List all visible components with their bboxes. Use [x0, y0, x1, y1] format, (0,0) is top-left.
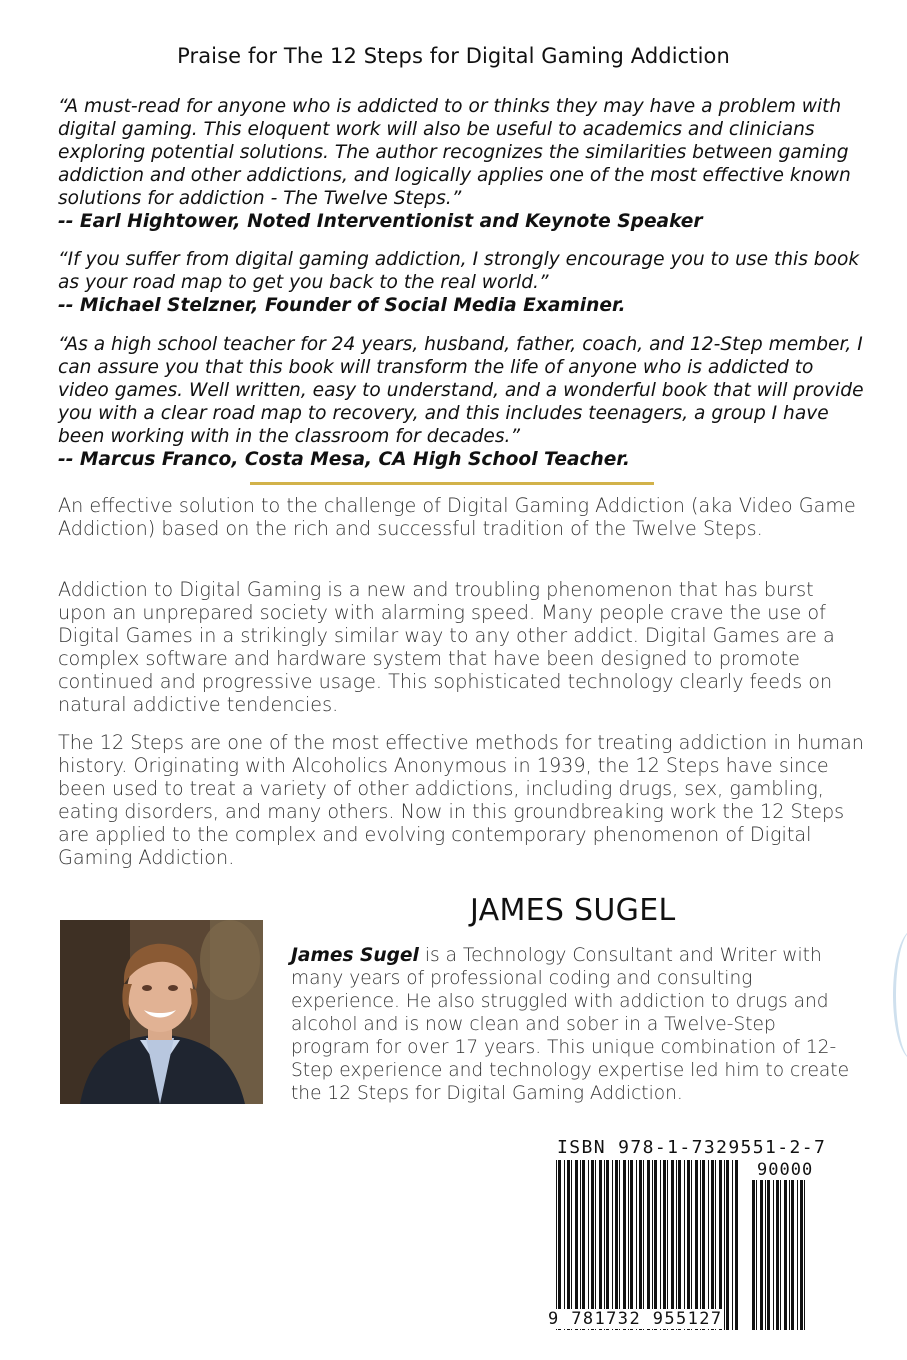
quote-text: “As a high school teacher for 24 years, husband, father, coach, and 12-Step member, I can assure you that this book will transform the life of anyone who is addicted to video games. Well written, easy to understand, and a wonderful book that will provide you with a clear road map to recovery, and this includes teenagers, a group I have been working with in the classroom for decades.” [58, 334, 864, 447]
barcode-bar [715, 1160, 716, 1330]
barcode-bar [700, 1160, 701, 1330]
barcode-bar [804, 1180, 805, 1330]
barcode-bar [582, 1160, 585, 1330]
ean-barcode [556, 1160, 738, 1330]
barcode-bar [760, 1180, 763, 1330]
praise-heading: Praise for The 12 Steps for Digital Gaming Addiction [177, 44, 730, 68]
barcode-bar [623, 1160, 626, 1330]
barcode-bar [767, 1180, 770, 1330]
barcode-bar [708, 1160, 709, 1330]
barcode-bar [784, 1180, 787, 1330]
ean-digits: 9 781732 955127 [548, 1309, 723, 1329]
barcode-bar [726, 1160, 729, 1330]
barcode-bar [773, 1180, 774, 1330]
barcode-bar [695, 1160, 698, 1330]
quote-author: -- Marcus Franco, Costa Mesa, CA High School Teacher. [58, 449, 630, 470]
barcode-bar [687, 1160, 690, 1330]
barcode-bar [765, 1180, 766, 1330]
barcode-bar [776, 1180, 779, 1330]
barcode-bar [636, 1160, 637, 1330]
barcode-bar [591, 1160, 594, 1330]
barcode-bar [604, 1160, 605, 1330]
barcode-bar [571, 1160, 572, 1330]
barcode-bar [756, 1180, 757, 1330]
barcode-bar [797, 1180, 798, 1330]
barcode-bar [564, 1160, 565, 1330]
barcode-bar [654, 1160, 657, 1330]
barcode-bar [660, 1160, 661, 1330]
barcode-bar [684, 1160, 685, 1330]
price-code-digits: 90000 [757, 1160, 814, 1180]
barcode-bar [588, 1160, 589, 1330]
barcode-bar [630, 1160, 633, 1330]
barcode-bar [567, 1160, 570, 1330]
barcode-bar [671, 1160, 674, 1330]
quote-text: “A must-read for anyone who is addicted to or thinks they may have a problem with digital gaming. This eloquent work will also be useful to academics and clinicians exploring potential solutions. The author recognizes the similarities between gaming addiction and other addictions, and logically applies one of the most effective known solutions for addiction - The Twelve Steps.” [58, 96, 851, 209]
barcode-bar [702, 1160, 705, 1330]
barcode-bar [612, 1160, 613, 1330]
author-heading: JAMES SUGEL [470, 893, 676, 928]
barcode-bar [558, 1160, 561, 1330]
barcode-bar [676, 1160, 677, 1330]
barcode-bar [575, 1160, 578, 1330]
quote-text: “If you suffer from digital gaming addiction, I strongly encourage you to use this book as your road map to get you back to the real world.” [58, 249, 860, 293]
description-paragraph-3: The 12 Steps are one of the most effective methods for treating addiction in human history. Originating with Alcoholics Anonymous in 1939, the 12 Steps have since been used to treat a variety of other addictions, including drugs, sex, gambling, eating disorders, and many others. Now in this groundbreaking work the 12 Steps are applied to the complex and evolving contemporary phenomenon of Digital Gaming Addiction. [58, 731, 864, 869]
barcode-bar [732, 1160, 733, 1330]
author-bio-name: James Sugel [291, 945, 419, 966]
barcode-bar [780, 1180, 781, 1330]
barcode-bar [667, 1160, 668, 1330]
barcode-bar [599, 1160, 602, 1330]
barcode-bar [595, 1160, 596, 1330]
barcode-bar [615, 1160, 618, 1330]
barcode-bar [678, 1160, 681, 1330]
barcode-bar [691, 1160, 692, 1330]
barcode-bar [800, 1180, 803, 1330]
description-paragraph-1: An effective solution to the challenge of Digital Gaming Addiction (aka Video Game Addiction) based on the rich and successful tradition of the Twelve Steps. [58, 494, 856, 540]
barcode-bar [724, 1160, 725, 1330]
barcode-bar [791, 1180, 794, 1330]
barcode-bar [556, 1160, 557, 1330]
quote-author: -- Michael Stelzner, Founder of Social Media Examiner. [58, 295, 626, 316]
barcode-bar [628, 1160, 629, 1330]
description-paragraph-2: Addiction to Digital Gaming is a new and troubling phenomenon that has burst upon an unprepared society with alarming speed. Many people crave the use of Digital Games in a strikingly similar way to any other addict. Digital Games are a complex software and hardware system that have been designed to promote continued and progressive usage. This sophisticated technology clearly feeds on natural addictive tendencies. [58, 578, 835, 716]
barcode-bar [719, 1160, 722, 1330]
quote-author: -- Earl Hightower, Noted Interventionist and Keynote Speaker [58, 211, 703, 232]
barcode-bar [663, 1160, 666, 1330]
addon-barcode [752, 1180, 805, 1330]
barcode-bar [735, 1160, 738, 1330]
barcode-bar [789, 1180, 790, 1330]
barcode-bar [580, 1160, 581, 1330]
barcode-bar [639, 1160, 642, 1330]
barcode-bar [606, 1160, 609, 1330]
barcode-bar [711, 1160, 714, 1330]
isbn-label: ISBN 978-1-7329551-2-7 [557, 1137, 827, 1158]
barcode-bar [619, 1160, 620, 1330]
barcode-bar [643, 1160, 644, 1330]
barcode-bar [652, 1160, 653, 1330]
barcode-bar [752, 1180, 755, 1330]
author-bio-text: is a Technology Consultant and Writer with many years of professional coding and consulting experience. He also struggled with addiction to drugs and alcohol and is now clean and sober in a Twelve-Step program for over 17 years. This unique combination of 12-Step experience and technology expertise led him to create the 12 Steps for Digital Gaming Addiction. [291, 945, 850, 1104]
barcode-bar [647, 1160, 650, 1330]
